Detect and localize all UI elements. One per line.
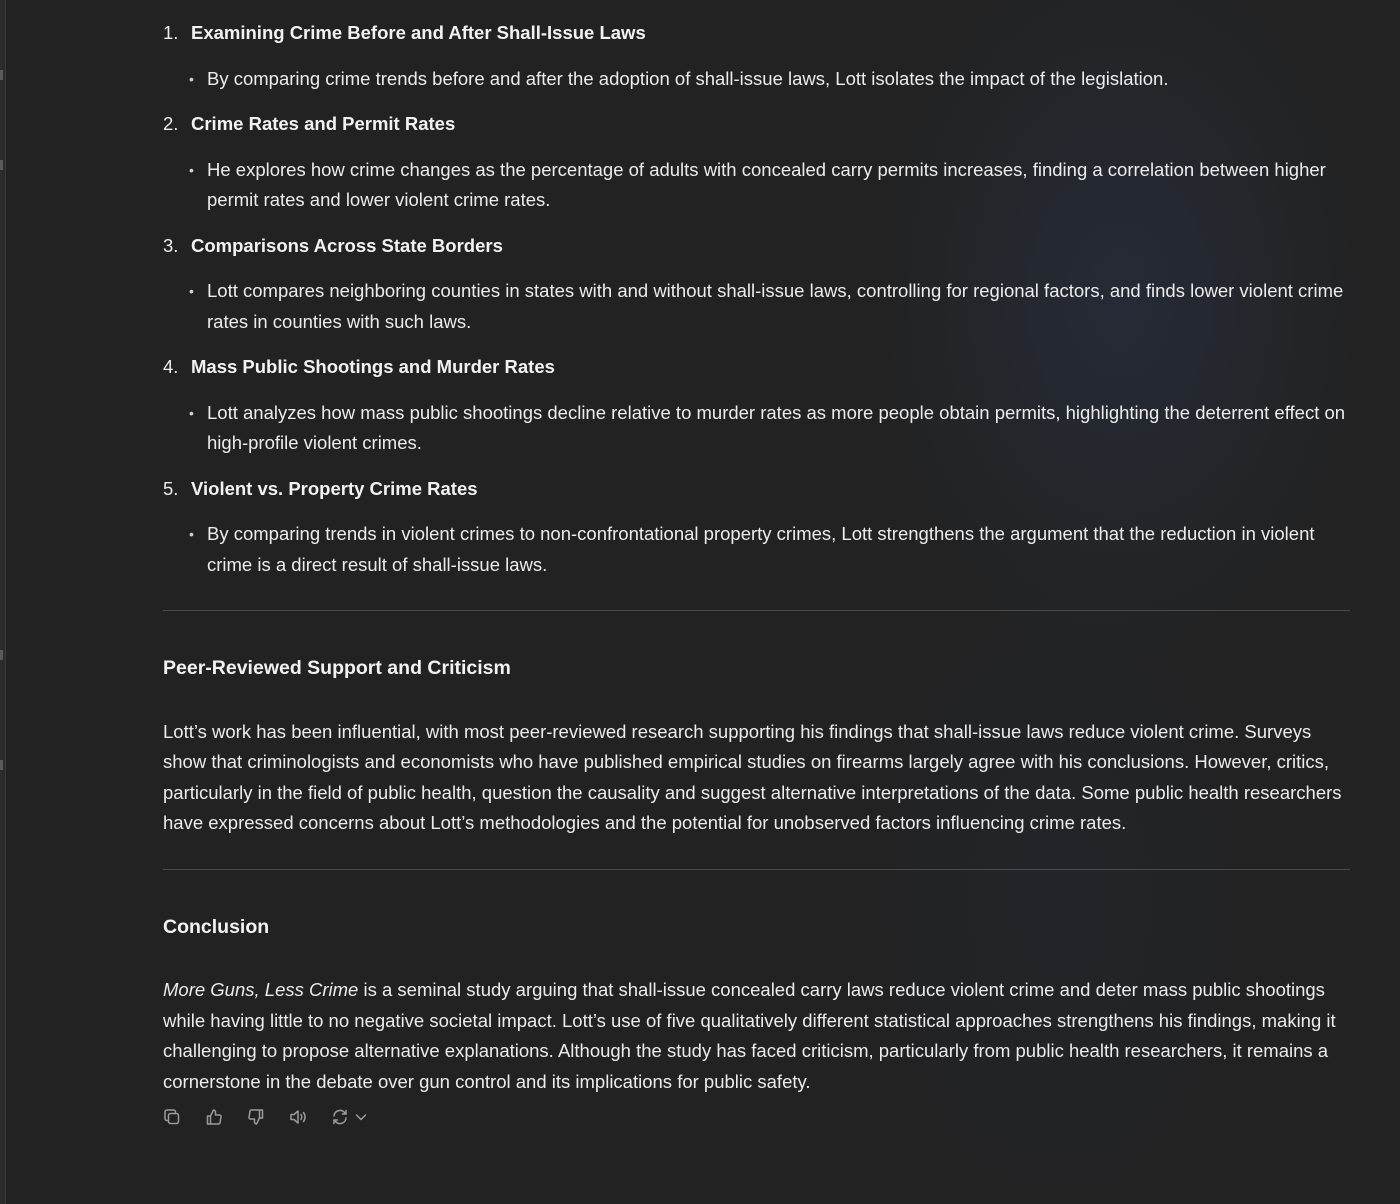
bullet-item: [163, 276, 1353, 337]
list-number: 2.: [163, 113, 179, 134]
read-aloud-button[interactable]: [289, 1105, 331, 1129]
message-actions: [163, 1105, 1353, 1129]
conclusion-text: is a seminal study arguing that shall-issue concealed carry laws reduce violent crime and deter mass public shootings while having little to no negative societal impact. Lott’s use of five qualitatively different statistical approaches strengthens his findings, making it challenging to propose alternative explanations. Although the study has faced criticism, particularly from public health researchers, it remains a cornerstone in the debate over gun control and its implications for public safety.: [163, 979, 1336, 1092]
section-heading-peer-review: Peer-Reviewed Support and Criticism: [163, 657, 511, 679]
section-heading-conclusion: Conclusion: [163, 915, 270, 938]
list-item: [163, 18, 1353, 49]
thumbs-up-icon: [205, 1108, 223, 1126]
bullet-dot-icon: •: [189, 161, 194, 178]
list-item: [163, 231, 1353, 262]
regenerate-button[interactable]: [331, 1105, 377, 1129]
bullet-text: Lott analyzes how mass public shootings decline relative to murder rates as more people obtain permits, highlighting the deterrent effect on high-profile violent crimes.: [207, 401, 1346, 453]
left-window-edge: [0, 0, 6, 1204]
regenerate-icon: [331, 1108, 349, 1126]
read-aloud-icon: [289, 1108, 309, 1126]
copy-button[interactable]: [163, 1105, 205, 1129]
bullet-dot-icon: •: [189, 404, 194, 421]
list-item: [163, 109, 1353, 140]
bullet-dot-icon: •: [189, 283, 194, 299]
bullet-text: Lott compares neighboring counties in states with and without shall-issue laws, controlling for regional factors, and finds lower violent crime rates in counties with such laws.: [207, 280, 1344, 332]
assistant-message: [163, 18, 1353, 1129]
bullet-item: [163, 519, 1353, 580]
list-number: 1.: [163, 22, 179, 43]
bullet-item: [163, 64, 1353, 95]
bullet-text: He explores how crime changes as the percentage of adults with concealed carry permits increases, finding a correlation between higher permit rates and lower violent crime rates.: [207, 158, 1326, 210]
copy-icon: [163, 1108, 181, 1126]
chevron-down-icon: [354, 1110, 368, 1124]
list-item-title: Crime Rates and Permit Rates: [191, 113, 456, 134]
thumbs-down-icon: [247, 1108, 265, 1126]
list-item-title: Comparisons Across State Borders: [191, 234, 503, 256]
list-item-title: Violent vs. Property Crime Rates: [191, 477, 478, 499]
bullet-item: [163, 155, 1353, 216]
list-number: 4.: [163, 356, 179, 377]
bullet-text: By comparing crime trends before and after the adoption of shall-issue laws, Lott isolates the impact of the legislation.: [207, 67, 1169, 89]
bullet-dot-icon: •: [189, 526, 194, 542]
peer-review-paragraph: Lott’s work has been influential, with most peer-reviewed research supporting his findings that shall-issue laws reduce violent crime. Surveys show that criminologists and economists who have published empirical studies on firearms largely agree with his conclusions. However, critics, particularly in the field of public health, question the causality and suggest alternative interpretations of the data. Some public health researchers have expressed concerns about Lott’s methodologies and the potential for unobserved factors influencing crime rates.: [163, 720, 1342, 833]
list-number: 5.: [163, 477, 179, 499]
list-item-title: Examining Crime Before and After Shall-Issue Laws: [191, 22, 646, 43]
bullet-item: [163, 398, 1353, 459]
list-item: [163, 352, 1353, 383]
list-item: [163, 474, 1353, 505]
thumbs-down-button[interactable]: [247, 1105, 289, 1129]
list-item-title: Mass Public Shootings and Murder Rates: [191, 356, 555, 377]
thumbs-up-button[interactable]: [205, 1105, 247, 1129]
bullet-dot-icon: •: [189, 70, 194, 87]
section-divider: [163, 610, 1350, 611]
conclusion-paragraph: [163, 975, 1353, 1097]
section-divider: [163, 869, 1350, 870]
list-number: 3.: [163, 234, 179, 256]
book-title: More Guns, Less Crime: [163, 979, 359, 1000]
bullet-text: By comparing trends in violent crimes to non-confrontational property crimes, Lott strengthens the argument that the reduction in violent crime is a direct result of shall-issue laws.: [207, 523, 1315, 575]
